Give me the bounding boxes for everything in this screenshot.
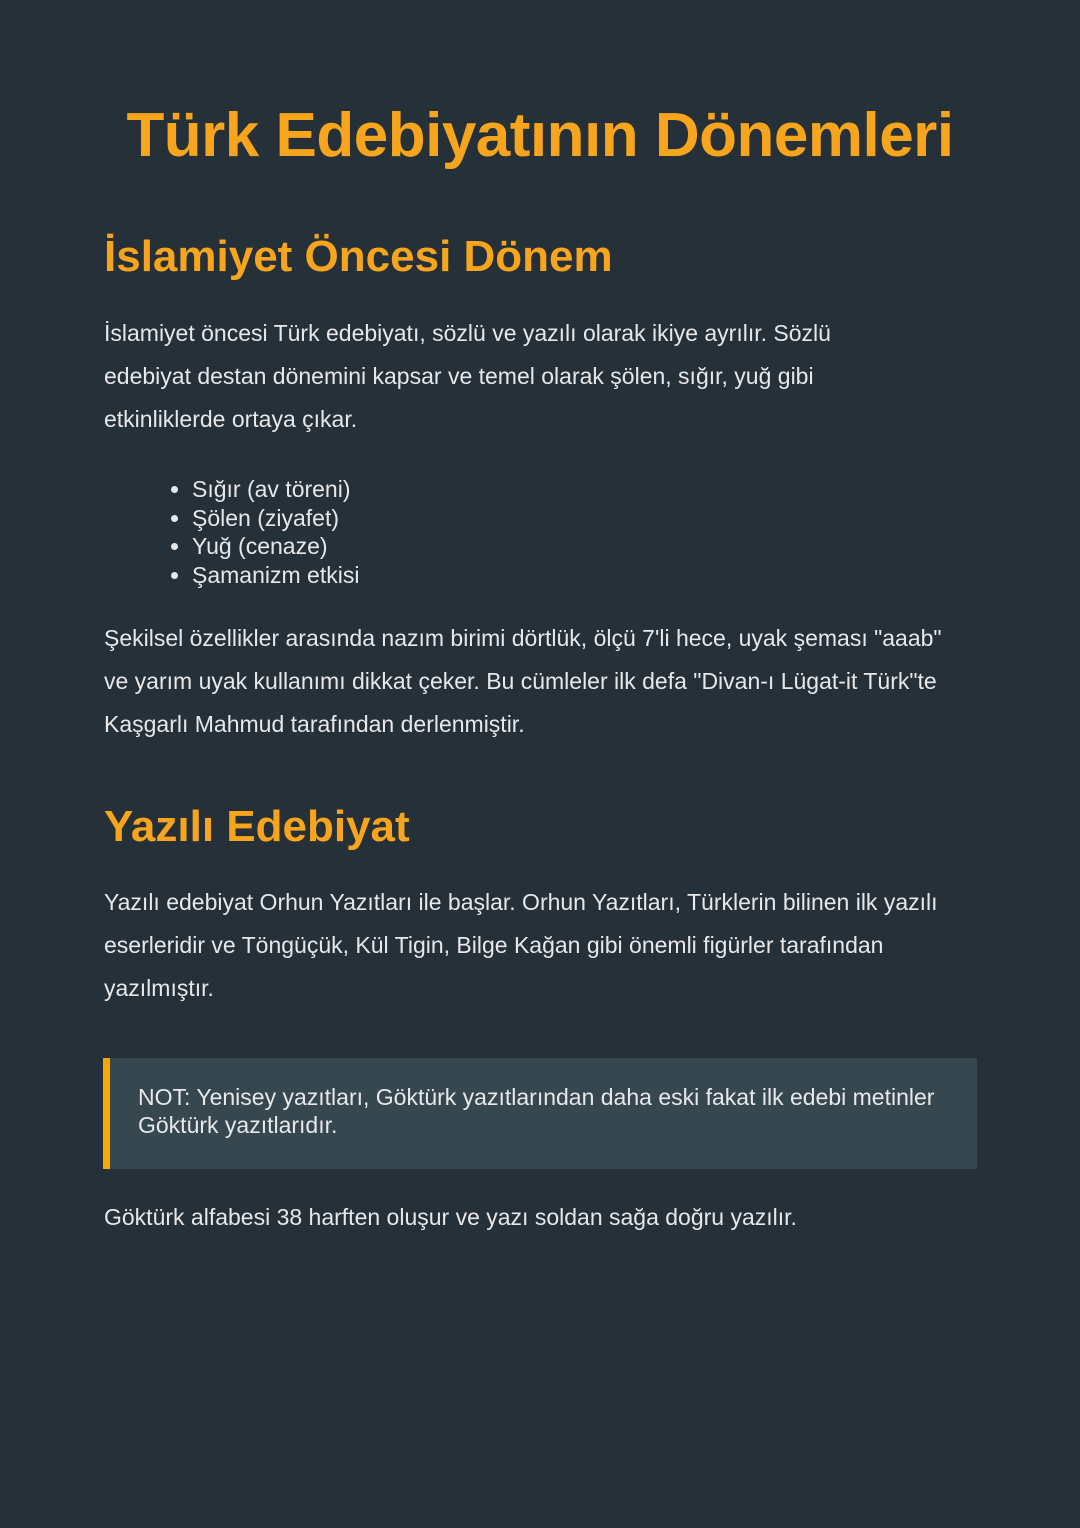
bullet-list [170, 475, 359, 589]
section-heading-islamiyet-oncesi: İslamiyet Öncesi Dönem [104, 232, 613, 281]
section-intro: İslamiyet öncesi Türk edebiyatı, sözlü ve yazılı olarak ikiye ayrılır. Sözlü edebiyat destan dönemini kapsar ve temel olarak şölen, sığır, yuğ gibi etkinliklerde ortaya çıkar. [104, 320, 831, 432]
section-heading-yazili-edebiyat: Yazılı Edebiyat [104, 802, 410, 851]
section-paragraph: Şekilsel özellikler arasında nazım birimi dörtlük, ölçü 7'li hece, uyak şeması "aaab" ve yarım uyak kullanımı dikkat çeker. Bu cümleler ilk defa "Divan-ı Lügat-it Türk"te Kaşgarlı Mahmud tarafından derlenmiştir. [104, 625, 942, 737]
list-item: • Şölen (ziyafet) [192, 504, 359, 533]
note-callout [103, 1058, 977, 1169]
section-intro: Yazılı edebiyat Orhun Yazıtları ile başlar. Orhun Yazıtları, Türklerin bilinen ilk yazılı eserleridir ve Töngüçük, Kül Tigin, Bilge Kağan gibi önemli figürler tarafından yazılmıştır. [104, 889, 938, 1001]
list-item: • Yuğ (cenaze) [192, 532, 359, 561]
list-item: • Sığır (av töreni) [192, 475, 359, 504]
list-item: • Şamanizm etkisi [192, 561, 359, 590]
note-text: NOT: Yenisey yazıtları, Göktürk yazıtlarından daha eski fakat ilk edebi metinler Göktürk yazıtlarıdır. [138, 1084, 935, 1138]
page-title: Türk Edebiyatının Dönemleri [126, 101, 954, 170]
section-paragraph: Göktürk alfabesi 38 harften oluşur ve yazı soldan sağa doğru yazılır. [104, 1204, 797, 1230]
